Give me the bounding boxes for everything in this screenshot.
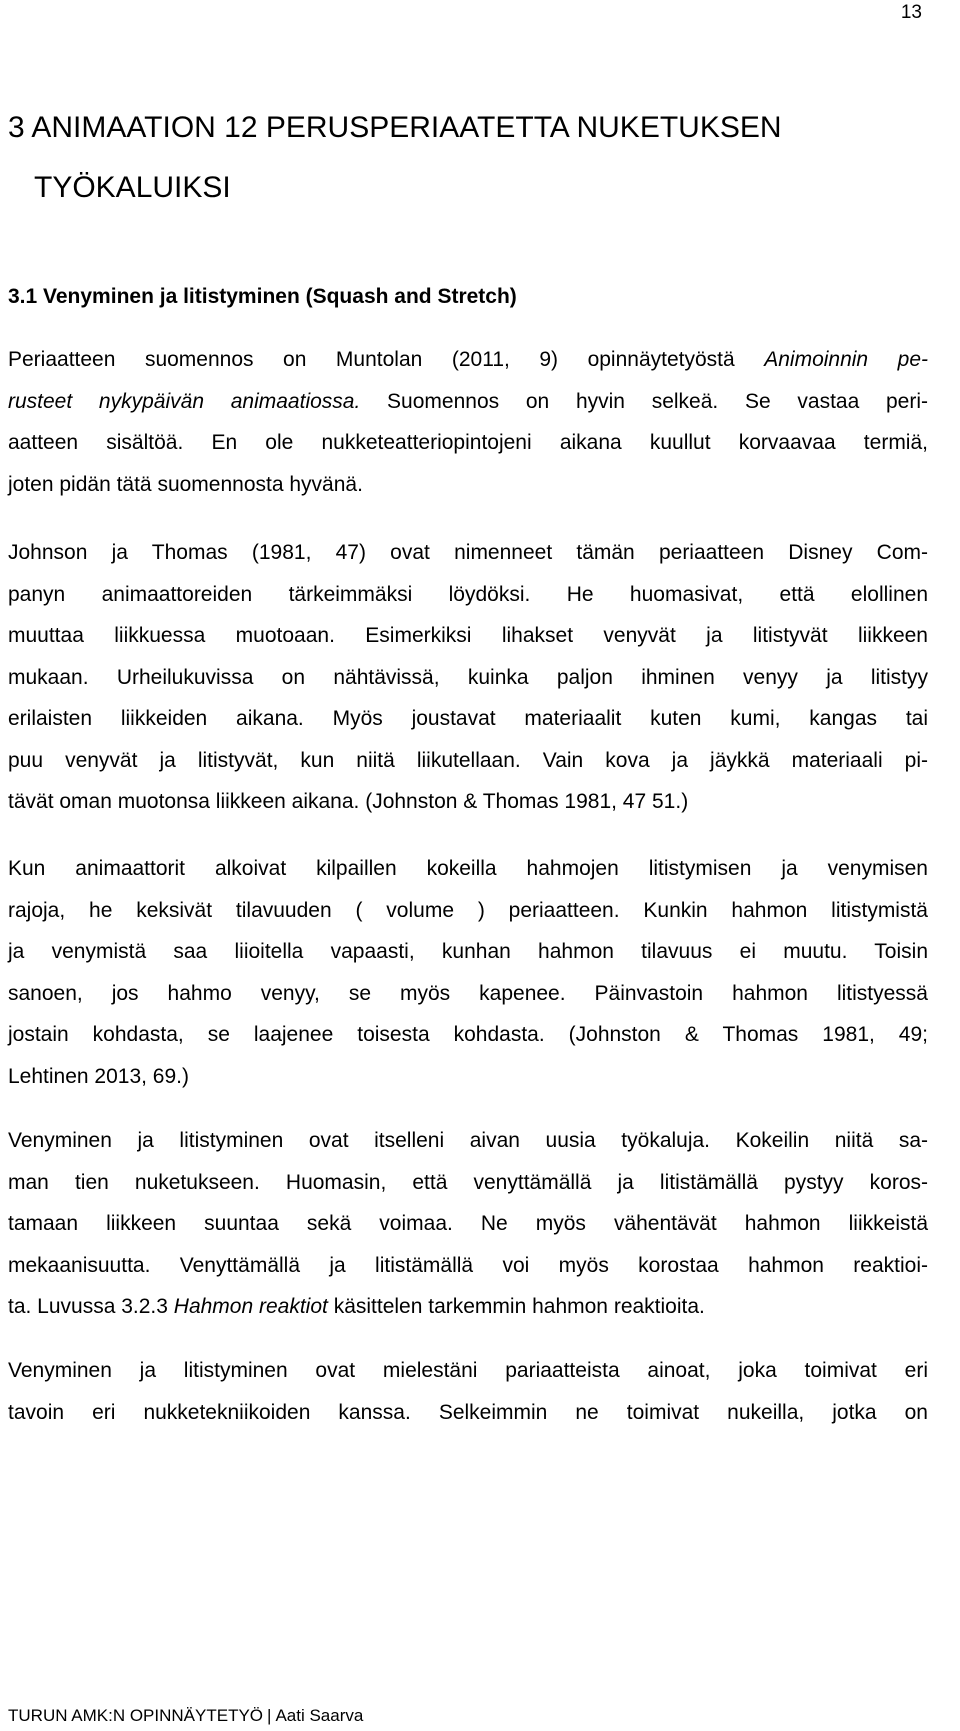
paragraph-2 bbox=[8, 532, 928, 823]
paragraph-5 bbox=[8, 1350, 928, 1433]
section-title: 3.1 Venyminen ja litistyminen (Squash and Stretch) bbox=[8, 285, 517, 308]
footer-author: Aati Saarva bbox=[275, 1706, 364, 1725]
paragraph-line: Johnson ja Thomas (1981, 47) ovat nimenneet tämän periaatteen Disney Com- bbox=[8, 541, 928, 564]
paragraph-line: tamaan liikkeen suuntaa sekä voimaa. Ne myös vähentävät hahmon liikkeistä bbox=[8, 1212, 928, 1235]
chapter-title-line-1: 3 ANIMAATION 12 PERUSPERIAATETTA NUKETUKSEN bbox=[8, 111, 782, 144]
paragraph-line: Periaatteen suomennos on Muntolan (2011, 9) opinnäytetyöstä Animoinnin pe- bbox=[8, 348, 928, 371]
paragraph-line: tavoin eri nukketekniikoiden kanssa. Selkeimmin ne toimivat nukeilla, jotka on bbox=[8, 1400, 928, 1424]
paragraph-3 bbox=[8, 848, 928, 1097]
paragraph-line: muuttaa liikkuessa muotoaan. Esimerkiksi lihakset venyvät ja litistyvät liikkeen bbox=[8, 624, 928, 647]
footer-institution: TURUN AMK:N OPINNÄYTETYÖ bbox=[8, 1706, 264, 1725]
chapter-title-line-2: TYÖKALUIKSI bbox=[34, 171, 231, 204]
footer-separator: | bbox=[267, 1706, 272, 1725]
paragraph-line: Kun animaattorit alkoivat kilpaillen kokeilla hahmojen litistymisen ja venymisen bbox=[8, 857, 928, 880]
paragraph-line: mekaanisuutta. Venyttämällä ja litistämällä voi myös korostaa hahmon reaktioi- bbox=[8, 1253, 928, 1277]
page-number: 13 bbox=[900, 2, 922, 23]
paragraph-line: Venyminen ja litistyminen ovat itselleni aivan uusia työkaluja. Kokeilin niitä sa- bbox=[8, 1129, 928, 1152]
section-reference: Hahmon reaktiot bbox=[173, 1295, 328, 1318]
paragraph-line: erilaisten liikkeiden aikana. Myös joustavat materiaalit kuten kumi, kangas tai bbox=[8, 707, 928, 730]
paragraph-line: jostain kohdasta, se laajenee toisesta kohdasta. (Johnston & Thomas 1981, 49; bbox=[8, 1023, 928, 1046]
paragraph-line: tävät oman muotonsa liikkeen aikana. (Johnston & Thomas 1981, 47 51.) bbox=[8, 790, 689, 813]
paragraph-line: panyn animaattoreiden tärkeimmäksi löydöksi. He huomasivat, että elollinen bbox=[8, 582, 928, 606]
paragraph-line: sanoen, jos hahmo venyy, se myös kapenee. Päinvastoin hahmon litistyessä bbox=[8, 981, 928, 1005]
paragraph-line: rajoja, he keksivät tilavuuden ( volume ) periaatteen. Kunkin hahmon litistymistä bbox=[8, 898, 928, 922]
chapter-title bbox=[8, 98, 938, 218]
paragraph-1 bbox=[8, 339, 928, 505]
paragraph-4 bbox=[8, 1120, 928, 1328]
paragraph-line: Lehtinen 2013, 69.) bbox=[8, 1064, 189, 1088]
cited-title: rusteet nykypäivän animaatiossa. bbox=[8, 389, 361, 413]
paragraph-line: joten pidän tätä suomennosta hyvänä. bbox=[8, 472, 363, 496]
cited-title: Animoinnin pe- bbox=[764, 348, 928, 371]
paragraph-line: rusteet nykypäivän animaatiossa. Suomennos on hyvin selkeä. Se vastaa peri- bbox=[8, 389, 929, 413]
paragraph-line: Venyminen ja litistyminen ovat mielestäni pariaatteista ainoat, joka toimivat eri bbox=[8, 1359, 928, 1382]
paragraph-line: puu venyvät ja litistyvät, kun niitä liikutellaan. Vain kova ja jäykkä materiaali pi- bbox=[8, 748, 928, 772]
paragraph-line: ta. Luvussa 3.2.3 Hahmon reaktiot käsittelen tarkemmin hahmon reaktioita. bbox=[8, 1295, 705, 1318]
paragraph-line: aatteen sisältöä. En ole nukketeatteriopintojeni aikana kuullut korvaavaa termiä, bbox=[8, 431, 928, 454]
paragraph-line: man tien nuketukseen. Huomasin, että venyttämällä ja litistämällä pystyy koros- bbox=[8, 1170, 928, 1194]
paragraph-line: ja venymistä saa liioitella vapaasti, kunhan hahmon tilavuus ei muutu. Toisin bbox=[8, 940, 928, 963]
paragraph-line: mukaan. Urheilukuvissa on nähtävissä, kuinka paljon ihminen venyy ja litistyy bbox=[8, 665, 928, 689]
page-footer bbox=[8, 1706, 363, 1726]
